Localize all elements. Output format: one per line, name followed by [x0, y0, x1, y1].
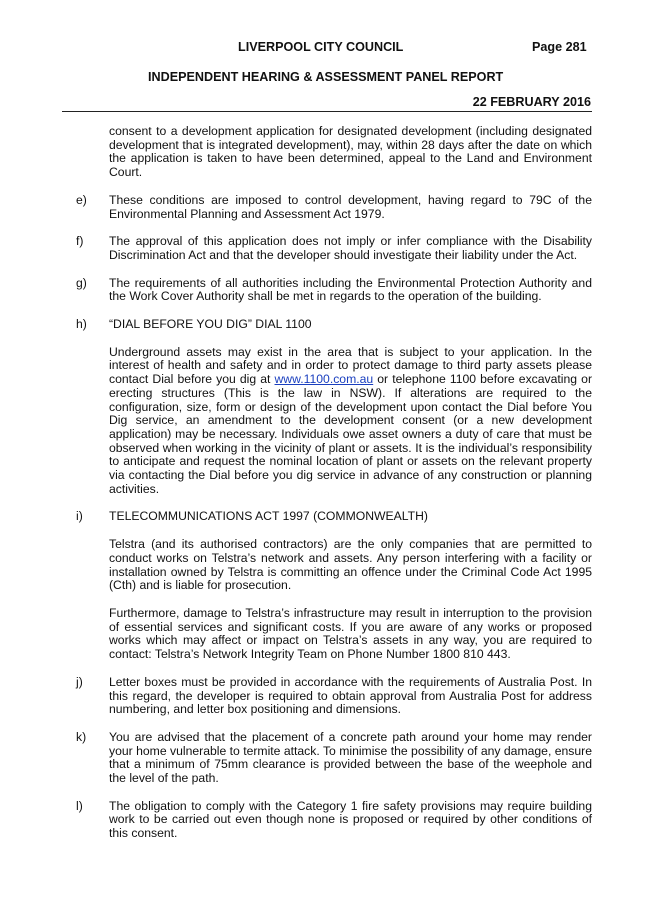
item-l-label: l): [76, 798, 83, 813]
item-g-text: The requirements of all authorities including the Environmental Protection Authority and the Work Cover Authority shall be met in regards to the operation of the building.: [109, 275, 592, 304]
item-i-body-1: [62, 538, 592, 593]
item-g-label: g): [76, 275, 87, 290]
item-h-body: [62, 346, 592, 497]
item-l: [62, 800, 592, 841]
item-l-text: The obligation to comply with the Category 1 fire safety provisions may require building work to be carried out even though none is proposed or required by other conditions of this consent.: [109, 798, 592, 841]
item-e-label: e): [76, 192, 87, 207]
item-g: [62, 277, 592, 304]
item-k: [62, 731, 592, 786]
intro-text: consent to a development application for designated development (including designated development that is integrated development), may, within 28 days after the date on which the application is taken to have been determined, appeal to the Land and Environment Court.: [109, 124, 592, 180]
item-h-heading: “DIAL BEFORE YOU DIG” DIAL 1100: [109, 317, 312, 332]
item-i-body-2: [62, 607, 592, 662]
item-j: [62, 676, 592, 717]
document-body: [62, 125, 592, 841]
item-e: [62, 194, 592, 221]
item-k-text: You are advised that the placement of a concrete path around your home may render your home vulnerable to termite attack. To minimise the possibility of any damage, ensure that a minimum of 75mm clearance is provided between the base of the weephole and the level of the path.: [109, 729, 592, 786]
item-h-text-before: Underground assets may exist in the area that is subject to your application. In the interest of health and safety and in order to protect damage to third party assets please contact Dial before you dig at: [109, 344, 592, 387]
item-i-heading: TELECOMMUNICATIONS ACT 1997 (COMMONWEALTH): [109, 509, 428, 524]
header-divider: [62, 111, 592, 112]
header-page-number: Page 281: [532, 40, 587, 54]
item-h: [62, 318, 592, 332]
header-council: LIVERPOOL CITY COUNCIL: [238, 40, 404, 54]
item-f: [62, 235, 592, 262]
header-date: 22 FEBRUARY 2016: [472, 95, 591, 109]
item-f-label: f): [76, 234, 84, 249]
item-h-label: h): [76, 317, 87, 332]
intro-paragraph: [62, 125, 592, 180]
item-j-label: j): [76, 674, 83, 689]
item-j-text: Letter boxes must be provided in accordance with the requirements of Australia Post. In this regard, the developer is required to obtain approval from Australia Post for address numbering, and letter box positioning and dimensions.: [109, 674, 592, 717]
item-e-text: These conditions are imposed to control development, having regard to 79C of the Environmental Planning and Assessment Act 1979.: [109, 192, 592, 221]
item-f-text: The approval of this application does not imply or infer compliance with the Disability Discrimination Act and that the developer should investigate their liability under the Act.: [109, 234, 592, 262]
item-i-paragraph-1: Telstra (and its authorised contractors) are the only companies that are permitted to conduct works on Telstra’s network and assets. Any person interfering with a facility or installation owned by Telstra is committing an offence under the Criminal Code Act 1995 (Cth) and is liable for prosecution.: [109, 537, 592, 593]
item-i-paragraph-2: Furthermore, damage to Telstra’s infrastructure may result in interruption to the provision of essential services and significant costs. If you are aware of any works or proposed works which may affect or impact on Telstra’s assets in any way, you are required to contact: Telstra’s Network Integrity Team on Phone Number 1800 810 443.: [109, 605, 592, 662]
item-i: [62, 510, 592, 524]
item-h-text-after: or telephone 1100 before excavating or erecting structures (This is the law in NSW). If alterations are required to the configuration, size, form or design of the development upon contact the Dial before You Dig service, an amendment to the development consent (or a new development application) may be necessary. Individuals owe asset owners a duty of care that must be observed when working in the vicinity of plant or assets. It is the individual’s responsibility to anticipate and request the nominal location of plant or assets on the relevant property via contacting the Dial before you dig service in advance of any construction or planning activities.: [109, 372, 592, 496]
dial-before-you-dig-link[interactable]: www.1100.com.au: [274, 372, 374, 387]
header-report-title: INDEPENDENT HEARING & ASSESSMENT PANEL REPORT: [148, 70, 504, 84]
item-h-paragraph: [109, 346, 592, 497]
item-k-label: k): [76, 729, 87, 744]
item-i-label: i): [76, 509, 83, 524]
